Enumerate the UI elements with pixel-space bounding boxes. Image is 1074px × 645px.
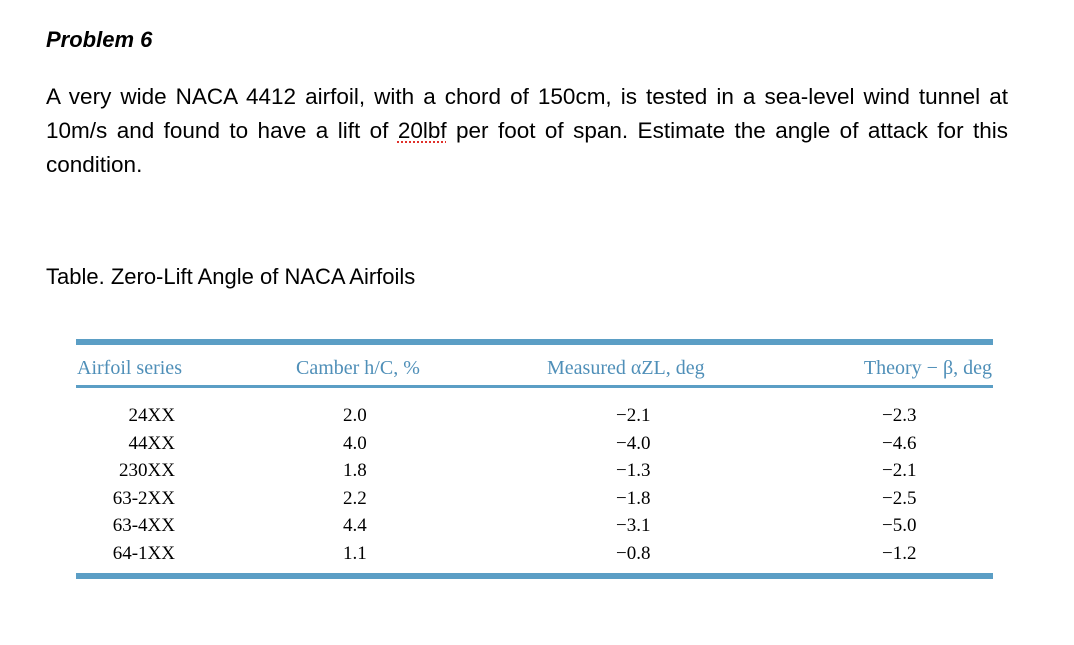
problem-text-part2: per foot of span. Estimate the angle of attack for this condition. (46, 118, 1008, 177)
cell-theory: −2.1 (882, 460, 917, 482)
header-camber: Camber h/C, % (296, 357, 420, 379)
zero-lift-table (76, 339, 993, 568)
table-row (76, 485, 993, 513)
cell-theory: −4.6 (882, 432, 917, 454)
cell-camber: 2.2 (343, 487, 367, 509)
cell-theory: −5.0 (882, 515, 917, 537)
cell-camber: 2.0 (343, 405, 367, 426)
cell-theory: −2.3 (882, 405, 917, 426)
cell-theory: −2.5 (882, 487, 917, 509)
table-row (76, 402, 993, 430)
cell-airfoil: 24XX (128, 405, 175, 426)
cell-camber: 1.1 (343, 542, 367, 564)
header-theory: Theory − β, deg (863, 357, 992, 379)
cell-airfoil: 230XX (119, 460, 175, 482)
header-airfoil-series: Airfoil series (77, 357, 182, 379)
table-caption: Table. Zero-Lift Angle of NACA Airfoils (46, 264, 416, 289)
cell-measured: −3.1 (616, 515, 651, 537)
cell-camber: 4.0 (343, 432, 367, 454)
cell-theory: −1.2 (882, 542, 917, 564)
table-row (76, 457, 993, 485)
table-row (76, 430, 993, 458)
header-measured: Measured αZL, deg (547, 357, 705, 379)
cell-airfoil: 63-4XX (112, 515, 175, 537)
problem-title: Problem 6 (46, 27, 153, 52)
cell-measured: −1.8 (616, 487, 651, 509)
cell-camber: 1.8 (343, 460, 367, 482)
cell-airfoil: 44XX (128, 432, 175, 454)
cell-measured: −0.8 (616, 542, 651, 564)
cell-measured: −2.1 (616, 405, 651, 426)
cell-airfoil: 64-1XX (112, 542, 175, 564)
problem-text-flagged-word[interactable]: 20lbf (397, 118, 447, 143)
table-header-row (76, 345, 993, 385)
cell-measured: −1.3 (616, 460, 651, 482)
table-row (76, 540, 993, 568)
table-bottom-rule (76, 573, 993, 579)
problem-text-part1: A very wide NACA 4412 airfoil, with a chord of 150cm, is tested in a sea-level wind tunnel at 10m/s and found to have a lift of (46, 84, 1008, 143)
cell-airfoil: 63-2XX (112, 487, 175, 509)
table-row (76, 512, 993, 540)
cell-camber: 4.4 (343, 515, 367, 537)
problem-statement (46, 80, 1008, 182)
cell-measured: −4.0 (616, 432, 651, 454)
